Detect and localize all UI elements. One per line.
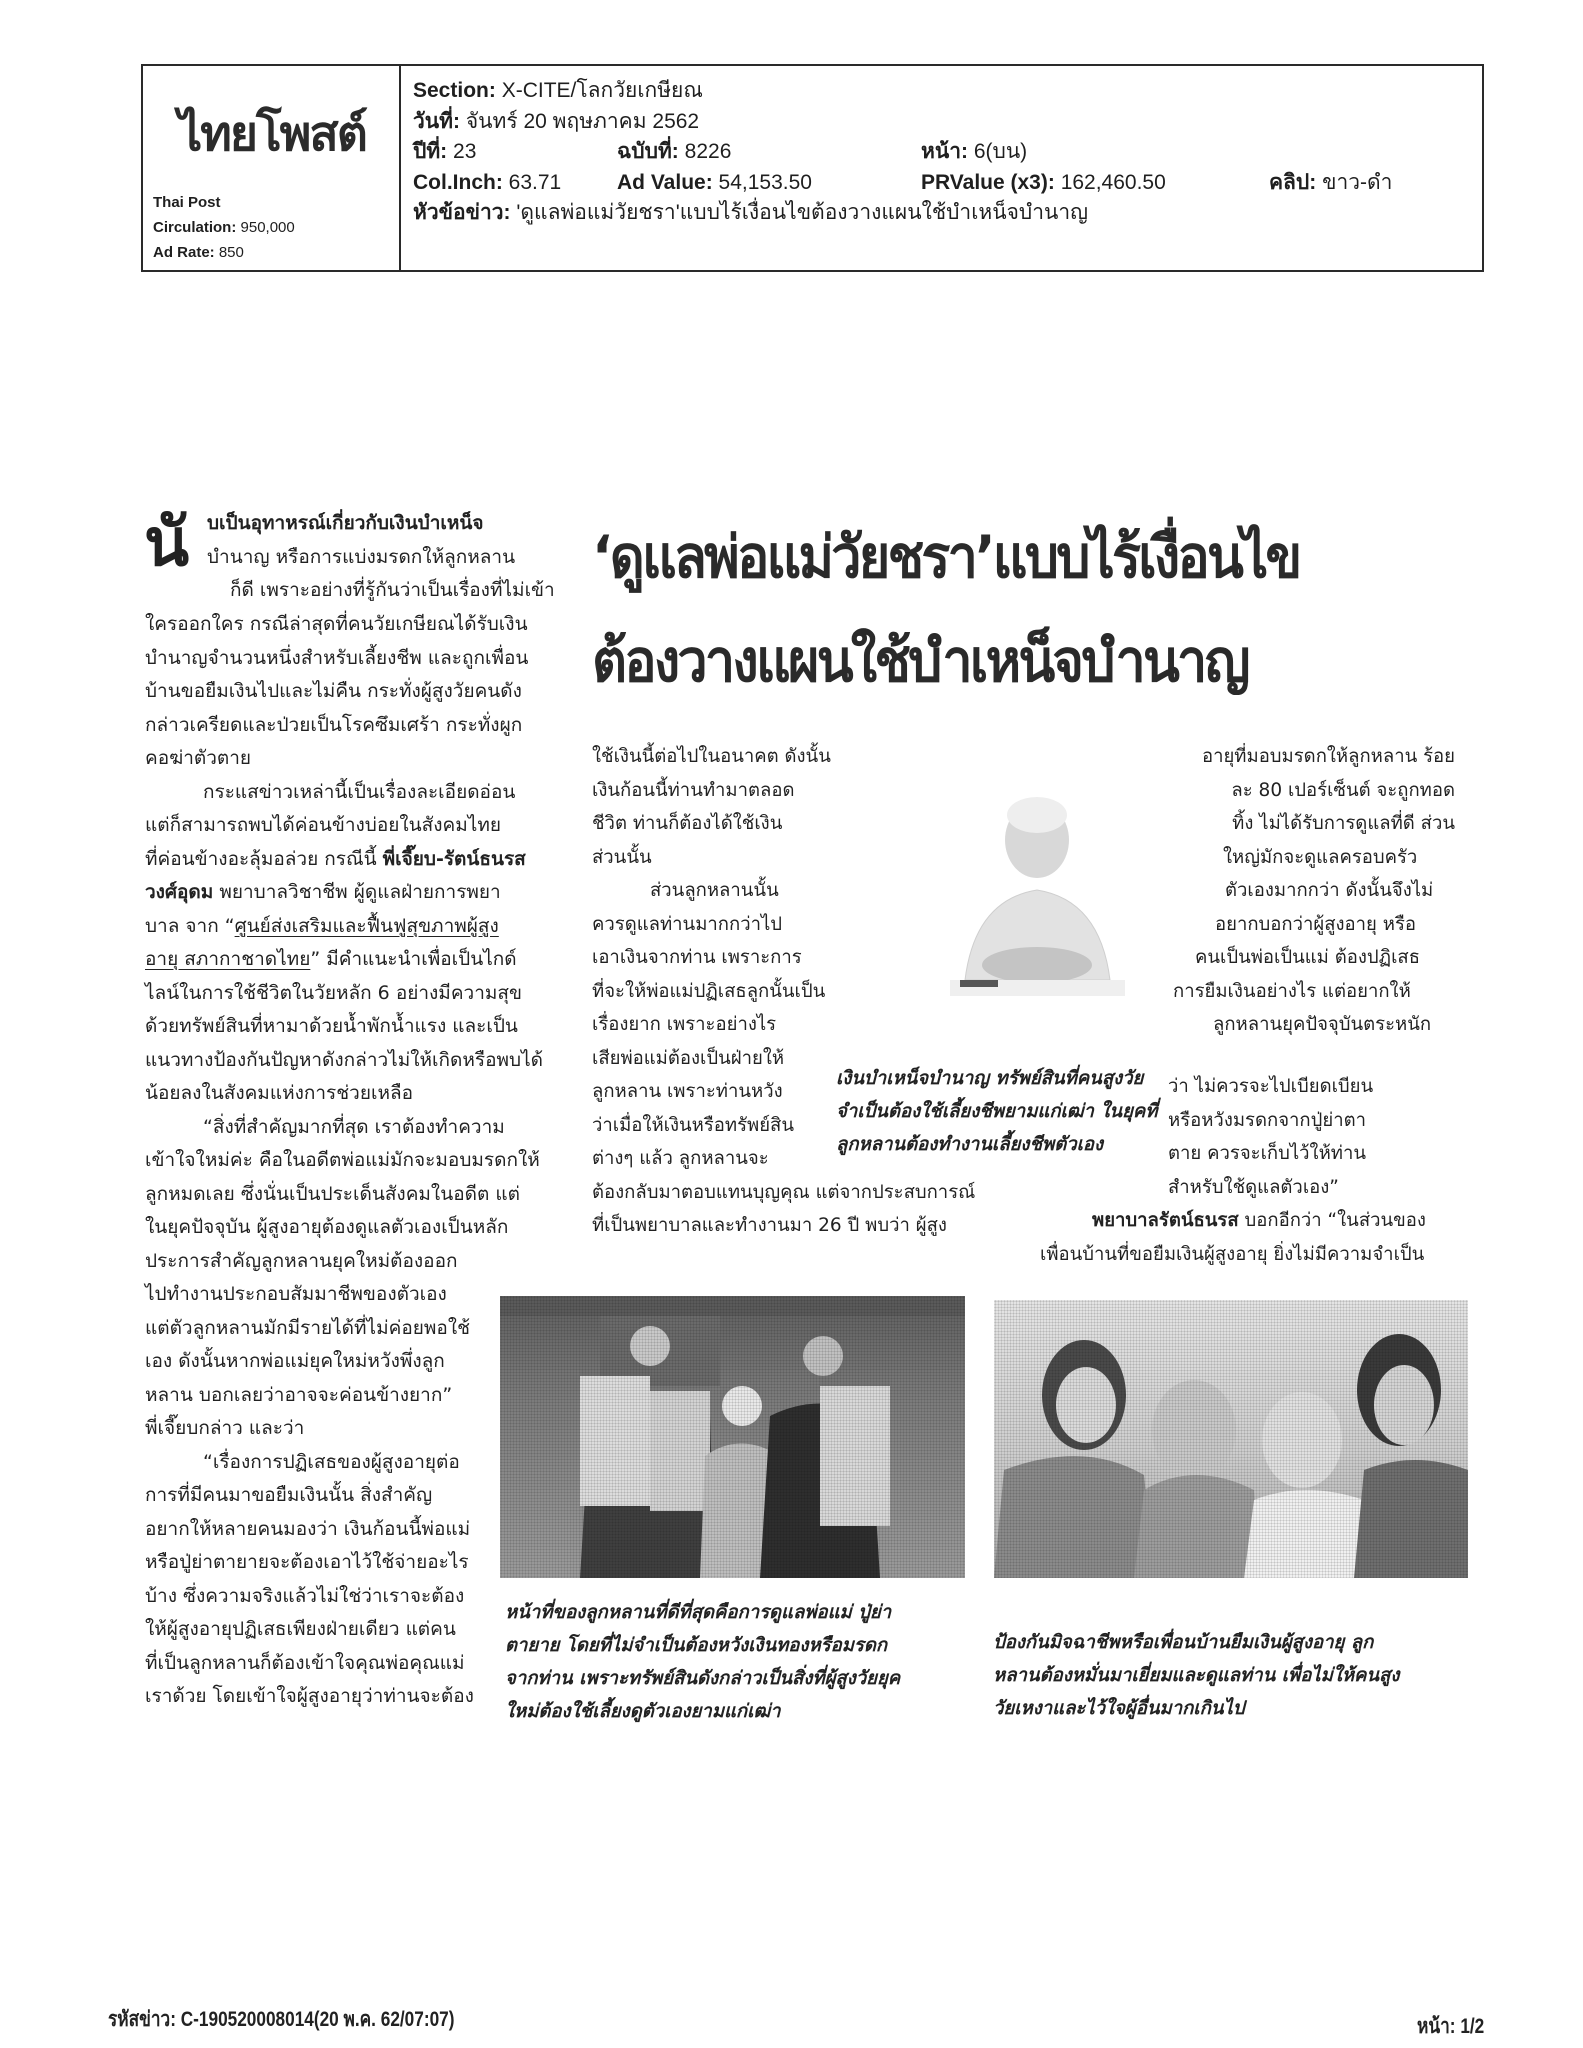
text-line: เราด้วย โดยเข้าใจผู้สูงอายุว่าท่านจะต้อง bbox=[145, 1685, 474, 1707]
column-3-lower bbox=[1168, 1070, 1373, 1204]
text-line: ส่วนนั้น bbox=[592, 846, 652, 868]
text-line: กระแสข่าวเหล่านี้เป็นเรื่องละเอียดอ่อน bbox=[203, 780, 516, 803]
text-line: ละ 80 เปอร์เซ็นต์ จะถูกทอด bbox=[1231, 779, 1455, 801]
text-line: บ้าง ซึ่งความจริงแล้วไม่ใช่ว่าเราจะต้อง bbox=[145, 1584, 465, 1607]
text-line: แต่ตัวลูกหลานมักมีรายได้ที่ไม่ค่อยพอใช้ bbox=[145, 1316, 470, 1339]
text-line: ทิ้ง ไม่ได้รับการดูแลที่ดี ส่วน bbox=[1232, 813, 1455, 834]
page-field: หน้า: 6(บน) bbox=[921, 140, 1028, 163]
text-line: หลาน บอกเลยว่าอาจจะค่อนข้างยาก” bbox=[145, 1383, 453, 1406]
text-line: ลูกหมดเลย ซึ่งนั่นเป็นประเด็นสังคมในอดีต แต่ bbox=[145, 1182, 520, 1205]
text-line: ที่เป็นพยาบาลและทำงานมา 26 ปี พบว่า ผู้สูง bbox=[592, 1215, 947, 1236]
text-line: ว่าเมื่อให้เงินหรือทรัพย์สิน bbox=[592, 1114, 794, 1136]
text-line: บเป็นอุทาหรณ์เกี่ยวกับเงินบำเหน็จ bbox=[207, 512, 484, 534]
publication-meta bbox=[153, 190, 295, 265]
clip-field: คลิป: ขาว-ดำ bbox=[1269, 170, 1393, 194]
text-line: ไลน์ในการใช้ชีวิตในวัยหลัก 6 อย่างมีความสุข bbox=[145, 981, 522, 1004]
text-line: เพื่อนบ้านที่ขอยืมเงินผู้สูงอายุ ยิ่งไม่มีความจำเป็น bbox=[1040, 1243, 1425, 1265]
text-line: ควรดูแลท่านมากกว่าไป bbox=[592, 913, 783, 935]
publication-name: Thai Post bbox=[153, 194, 221, 211]
text-line: บำนาญจำนวนหนึ่งสำหรับเลี้ยงชีพ และถูกเพื่อน bbox=[145, 646, 529, 669]
colinch-field: Col.Inch: 63.71 bbox=[413, 170, 562, 194]
headline-line-2: ต้องวางแผนใช้บำเหน็จบำนาญ bbox=[592, 627, 1248, 695]
text-line: เอง ดังนั้นหากพ่อแม่ยุคใหม่หวังพึ่งลูก bbox=[145, 1350, 445, 1372]
values-row bbox=[413, 168, 1472, 199]
text-line: ประการสำคัญลูกหลานยุคใหม่ต้องออก bbox=[145, 1249, 458, 1272]
text-line: “เรื่องการปฏิเสธของผู้สูงอายุต่อ bbox=[203, 1450, 460, 1473]
column-2 bbox=[592, 740, 975, 1243]
text-line: การที่มีคนมาขอยืมเงินนั้น สิ่งสำคัญ bbox=[145, 1484, 433, 1506]
text-line: คนเป็นพ่อเป็นแม่ ต้องปฏิเสธ bbox=[1195, 947, 1420, 968]
text-line: การยืมเงินอย่างไร แต่อยากให้ bbox=[1173, 980, 1411, 1002]
caption-family-photo: ป้องกันมิจฉาชีพหรือเพื่อนบ้านยืมเงินผู้สูงอายุ ลูก หลานต้องหมั่นมาเยี่ยมและดูแลท่าน เพื่อไม่ให้คนสูง วัยเหงาและไว้ใจผู้อื่นมากเกินไป bbox=[993, 1632, 1400, 1719]
issue-field: ฉบับที่: 8226 bbox=[617, 140, 732, 163]
year-issue-page-row bbox=[413, 137, 1472, 168]
advalue-field: Ad Value: 54,153.50 bbox=[617, 170, 812, 194]
elderly-man-illustration-icon bbox=[935, 780, 1140, 1005]
organization-name-cont: อายุ สภากาชาดไทย bbox=[145, 948, 311, 970]
caption-grocery-photo: หน้าที่ของลูกหลานที่ดีที่สุดคือการดูแลพ่อแม่ ปู่ย่า ตายาย โดยที่ไม่จำเป็นต้องหวังเงินทองหรือมรดก จากท่าน เพราะทรัพย์สินดังกล่าวเป็นสิ่งที่ผู้สูงวัยยุค ใหม่ต้องใช้เลี้ยงดูตัวเองยามแก่เฒ่า bbox=[505, 1602, 901, 1722]
prvalue-field: PRValue (x3): 162,460.50 bbox=[921, 170, 1166, 194]
young-men-with-grandmother-carrying-groceries-photo bbox=[500, 1296, 965, 1578]
text-line: บำนาญ หรือการแบ่งมรดกให้ลูกหลาน bbox=[207, 545, 516, 568]
person-name: พยาบาลรัตน์ธนรส bbox=[1092, 1210, 1239, 1231]
text-line: ใครออกใคร กรณีล่าสุดที่คนวัยเกษียณได้รับเงิน bbox=[145, 613, 528, 635]
section-row: Section: X-CITE/โลกวัยเกษียณ bbox=[413, 79, 703, 102]
text-line: อยากให้หลายคนมองว่า เงินก้อนนี้พ่อแม่ bbox=[145, 1517, 471, 1540]
text-line: กล่าวเครียดและป่วยเป็นโรคซึมเศร้า กระทั่งผูก bbox=[145, 713, 523, 736]
column-1 bbox=[145, 608, 543, 1714]
headline-line-1: ‘ดูแลพ่อแม่วัยชรา’แบบไร้เงื่อนไข bbox=[592, 523, 1300, 591]
drop-cap: นั bbox=[144, 504, 190, 581]
text-line: อายุ สภากาชาดไทย” มีคำแนะนำเพื่อเป็นไกด์ bbox=[145, 948, 517, 970]
article-headline bbox=[592, 505, 1410, 713]
text-line: ด้วยทรัพย์สินที่หามาด้วยน้ำพักน้ำแรง และเป็น bbox=[145, 1015, 518, 1037]
text-line: เรื่องยาก เพราะอย่างไร bbox=[592, 1014, 777, 1035]
text-line: ในยุคปัจจุบัน ผู้สูงอายุต้องดูแลตัวเองเป็นหลัก bbox=[145, 1216, 509, 1238]
organization-name: ศูนย์ส่งเสริมและฟื้นฟูสุขภาพผู้สูง bbox=[234, 914, 499, 937]
text-line: ที่จะให้พ่อแม่ปฏิเสธลูกนั้นเป็น bbox=[592, 980, 826, 1002]
column-3-upper bbox=[1165, 740, 1455, 1042]
text-line: ที่เป็นลูกหลานก็ต้องเข้าใจคุณพ่อคุณแม่ bbox=[145, 1651, 465, 1674]
circulation: Circulation: 950,000 bbox=[153, 219, 295, 236]
text-line: ลูกหลานยุคปัจจุบันตระหนัก bbox=[1213, 1014, 1432, 1035]
text-line: ให้ผู้สูงอายุปฏิเสธเพียงฝ่ายเดียว แต่คน bbox=[145, 1618, 456, 1640]
column-1-intro bbox=[207, 507, 515, 574]
publication-panel bbox=[143, 66, 401, 270]
person-surname: วงศ์อุดม bbox=[145, 881, 214, 903]
text-line: คอฆ่าตัวตาย bbox=[145, 747, 252, 769]
text-line: ต่างๆ แล้ว ลูกหลานจะ bbox=[592, 1148, 769, 1169]
text-line: ตัวเองมากกว่า ดังนั้นจึงไม่ bbox=[1225, 880, 1434, 901]
year-field: ปีที่: 23 bbox=[413, 140, 477, 163]
text-line: ชีวิต ท่านก็ต้องได้ใช้เงิน bbox=[592, 813, 783, 834]
text-line: แต่ก็สามารถพบได้ค่อนข้างบ่อยในสังคมไทย bbox=[145, 814, 501, 836]
text-line: ส่วนลูกหลานนั้น bbox=[650, 880, 779, 901]
text-line: พยาบาลรัตน์ธนรส บอกอีกว่า “ในส่วนของ bbox=[1092, 1210, 1426, 1231]
text-line: ใหญ่มักจะดูแลครอบครัว bbox=[1223, 846, 1418, 868]
text-line: ต้องกลับมาตอบแทนบุญคุณ แต่จากประสบการณ์ bbox=[592, 1181, 976, 1203]
text-line: หรือหวังมรดกจากปู่ย่าตา bbox=[1168, 1109, 1367, 1131]
clipping-details bbox=[413, 76, 1472, 229]
elderly-man-counting-money-photo bbox=[935, 780, 1140, 1005]
text-line: “สิ่งที่สำคัญมากที่สุด เราต้องทำความ bbox=[203, 1115, 505, 1138]
text-line: แนวทางป้องกันปัญหาดังกล่าวไม่ให้เกิดหรือพบได้ bbox=[145, 1048, 543, 1071]
ad-rate: Ad Rate: 850 bbox=[153, 244, 244, 261]
text-line: ไปทำงานประกอบสัมมาชีพของตัวเอง bbox=[145, 1283, 447, 1305]
date-row: วันที่: จันทร์ 20 พฤษภาคม 2562 bbox=[413, 109, 700, 133]
text-line: เงินก้อนนี้ท่านทำมาตลอด bbox=[592, 779, 795, 801]
clipping-info-box bbox=[141, 64, 1484, 272]
text-line: น้อยลงในสังคมแห่งการช่วยเหลือ bbox=[145, 1082, 414, 1104]
thai-post-logo: ไทยโพสต์ bbox=[178, 106, 366, 162]
text-line: เสียพ่อแม่ต้องเป็นฝ่ายให้ bbox=[592, 1047, 785, 1069]
text-line: บ้านขอยืมเงินไปและไม่คืน กระทั่งผู้สูงวัยคนดัง bbox=[145, 680, 522, 702]
text-line: ที่ค่อนข้างอะลุ้มอล่วย กรณีนี้ พี่เจี๊ยบ-รัตน์ธนรส bbox=[145, 847, 526, 870]
text-line: ว่า ไม่ควรจะไปเบียดเบียน bbox=[1168, 1076, 1374, 1097]
headline-row: หัวข้อข่าว: 'ดูแลพ่อแม่วัยชรา'แบบไร้เงื่อนไขต้องวางแผนใช้บำเหน็จบำนาญ bbox=[413, 201, 1089, 224]
text-line: พี่เจี๊ยบกล่าว และว่า bbox=[145, 1417, 305, 1439]
text-line: หรือปู่ย่าตายายจะต้องเอาไว้ใช้จ่ายอะไร bbox=[145, 1551, 469, 1573]
text-line: ก็ดี เพราะอย่างที่รู้กันว่าเป็นเรื่องที่ไม่เข้า bbox=[230, 579, 555, 601]
news-code: รหัสข่าว: C-190520008014(20 พ.ค. 62/07:07) bbox=[108, 2008, 455, 2031]
text-line: เอาเงินจากท่าน เพราะการ bbox=[592, 947, 802, 968]
text-line: บาล จาก “ศูนย์ส่งเสริมและฟื้นฟูสุขภาพผู้สูง bbox=[145, 914, 499, 937]
smiling-family-four-people-photo bbox=[994, 1300, 1468, 1578]
person-name: พี่เจี๊ยบ-รัตน์ธนรส bbox=[382, 847, 526, 870]
column-3-bottom bbox=[1040, 1204, 1426, 1271]
text-line: สำหรับใช้ดูแลตัวเอง” bbox=[1168, 1176, 1339, 1198]
caption-elderly-man: เงินบำเหน็จบำนาญ ทรัพย์สินที่คนสูงวัย จำเป็นต้องใช้เลี้ยงชีพยามแก่เฒ่า ในยุคที่ ลูกหลานต้องทำงานเลี้ยงชีพตัวเอง bbox=[836, 1068, 1158, 1155]
page-indicator: หน้า: 1/2 bbox=[1417, 2015, 1485, 2038]
text-line: ตาย ควรจะเก็บไว้ให้ท่าน bbox=[1168, 1143, 1367, 1164]
text-line: ใช้เงินนี้ต่อไปในอนาคต ดังนั้น bbox=[592, 746, 831, 767]
column-1-intro-b bbox=[230, 574, 555, 608]
text-line: วงศ์อุดม พยาบาลวิชาชีพ ผู้ดูแลฝ่ายการพยา bbox=[145, 881, 501, 903]
text-line: ลูกหลาน เพราะท่านหวัง bbox=[592, 1081, 783, 1102]
text-line: อายุที่มอบมรดกให้ลูกหลาน ร้อย bbox=[1201, 746, 1455, 767]
text-line: อยากบอกว่าผู้สูงอายุ หรือ bbox=[1215, 913, 1416, 935]
text-line: เข้าใจใหม่ค่ะ คือในอดีตพ่อแม่มักจะมอบมรดกให้ bbox=[145, 1149, 540, 1171]
